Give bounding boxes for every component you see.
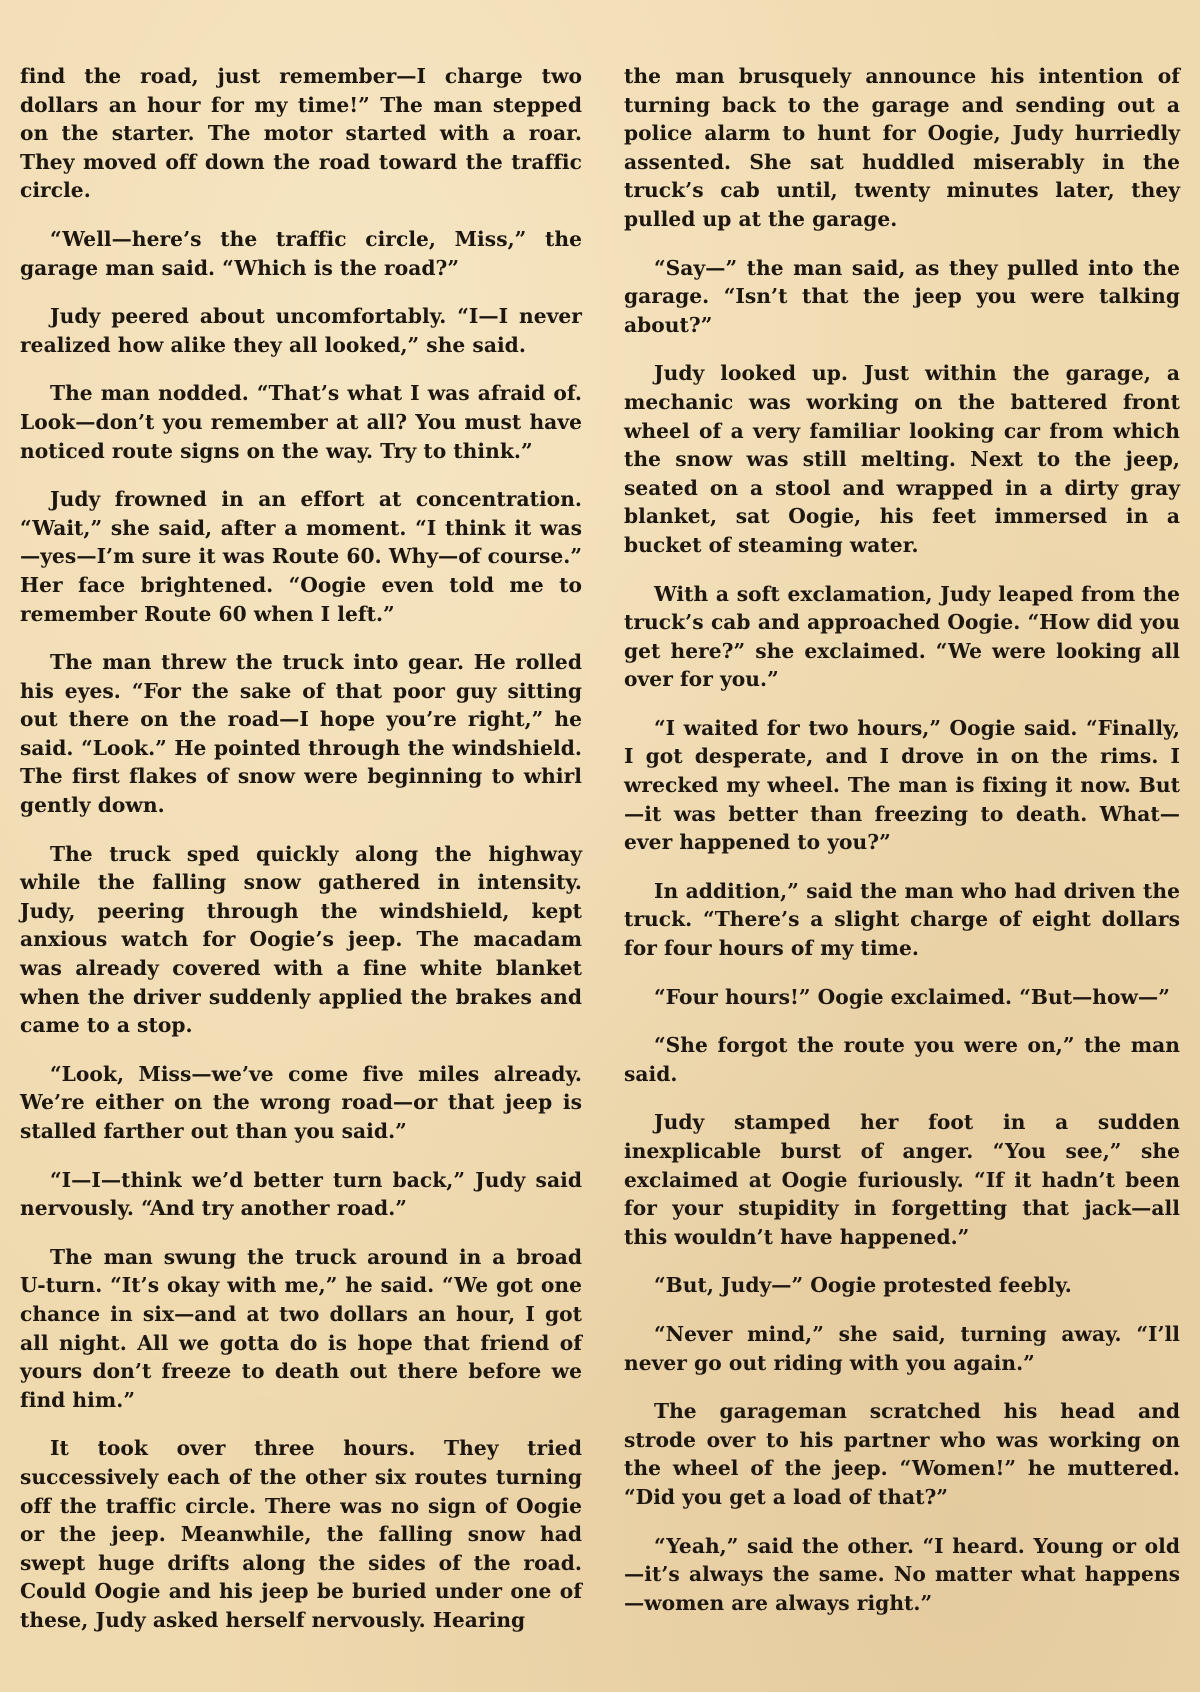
paragraph: In addition,” said the man who had driven the truck. “There’s a slight charge of eight dollars for four hours of my time. xyxy=(624,878,1180,961)
paragraph: “I—I—think we’d better turn back,” Judy said nervously. “And try another road.” xyxy=(20,1167,582,1221)
paragraph: “I waited for two hours,” Oogie said. “Finally, I got desperate, and I drove in on the rims. I wrecked my wheel. The man is fixing it now. But—it was better than freezing to death. What—ever happened to you?” xyxy=(624,715,1180,855)
paragraph: The man nodded. “That’s what I was afraid of. Look—don’t you remember at all? You must have noticed route signs on the way. Try to think.” xyxy=(20,381,582,463)
paragraph: find the road, just remember—I charge two dollars an hour for my time!” The man stepped on the starter. The motor started with a roar. They moved off down the road toward the traffic circle. xyxy=(20,64,582,203)
paragraph: “Four hours!” Oogie exclaimed. “But—how—” xyxy=(654,984,1170,1009)
paragraph: Judy peered about uncomfortably. “I—I never realized how alike they all looked,” she said. xyxy=(20,304,582,357)
paragraph: The garageman scratched his head and strode over to his partner who was working on the wheel of the jeep. “Women!” he muttered. “Did you get a load of that?” xyxy=(624,1399,1180,1509)
paragraph: Judy looked up. Just within the garage, a mechanic was working on the battered front wheel of a very familiar looking car from which the snow was still melting. Next to the jeep, seated on a stool and wrapped in a dirty gray blanket, sat Oogie, his feet immersed in a bucket of steaming water. xyxy=(624,361,1180,557)
paragraph: With a soft exclamation, Judy leaped from the truck’s cab and approached Oogie. “How did you get here?” she exclaimed. “We were looking all over for you.” xyxy=(624,581,1180,692)
paragraph: “Well—here’s the traffic circle, Miss,” the garage man said. “Which is the road?” xyxy=(20,226,582,280)
paragraph: “But, Judy—” Oogie protested feebly. xyxy=(654,1273,1072,1298)
right-text-column xyxy=(624,62,1180,1637)
paragraph: Judy frowned in an effort at concentration. “Wait,” she said, after a moment. “I think it was—yes—I’m sure it was Route 60. Why—of course.” Her face brightened. “Oogie even told me to remember Route 60 when I left.” xyxy=(20,487,582,626)
paragraph: “Say—” the man said, as they pulled into the garage. “Isn’t that the jeep you were talking about?” xyxy=(624,255,1180,337)
left-text-column xyxy=(20,62,582,1655)
paragraph: “Yeah,” said the other. “I heard. Young or old—it’s always the same. No matter what happens—women are always right.” xyxy=(624,1533,1180,1615)
paragraph: the man brusquely announce his intention of turning back to the garage and sending out a police alarm to hunt for Oogie, Judy hurriedly assented. She sat huddled miserably in the truck’s cab until, twenty minutes later, they pulled up at the garage. xyxy=(624,64,1180,231)
paragraph: The man swung the truck around in a broad U-turn. “It’s okay with me,” he said. “We got one chance in six—and at two dollars an hour, I got all night. All we gotta do is hope that friend of yours don’t freeze to death out there before we find him.” xyxy=(20,1244,582,1412)
paragraph: “She forgot the route you were on,” the man said. xyxy=(624,1033,1180,1086)
paragraph: “Never mind,” she said, turning away. “I’ll never go out riding with you again.” xyxy=(624,1321,1180,1375)
paragraph: “Look, Miss—we’ve come five miles already. We’re either on the wrong road—or that jeep is stalled farther out than you said.” xyxy=(20,1061,582,1143)
paragraph: The man threw the truck into gear. He rolled his eyes. “For the sake of that poor guy sitting out there on the road—I hope you’re right,” he said. “Look.” He pointed through the windshield. The first flakes of snow were beginning to whirl gently down. xyxy=(20,650,582,818)
paragraph: The truck sped quickly along the highway while the falling snow gathered in intensity. Judy, peering through the windshield, kept anxious watch for Oogie’s jeep. The macadam was already covered with a fine white blanket when the driver suddenly applied the brakes and came to a stop. xyxy=(20,841,582,1038)
paragraph: Judy stamped her foot in a sudden inexplicable burst of anger. “You see,” she exclaimed at Oogie furiously. “If it hadn’t been for your stupidity in forgetting that jack—all this wouldn’t have happened.” xyxy=(624,1110,1180,1249)
paragraph: It took over three hours. They tried successively each of the other six routes turning off the traffic circle. There was no sign of Oogie or the jeep. Meanwhile, the falling snow had swept huge drifts along the sides of the road. Could Oogie and his jeep be buried under one of these, Judy asked herself nervously. Hearing xyxy=(20,1436,582,1632)
